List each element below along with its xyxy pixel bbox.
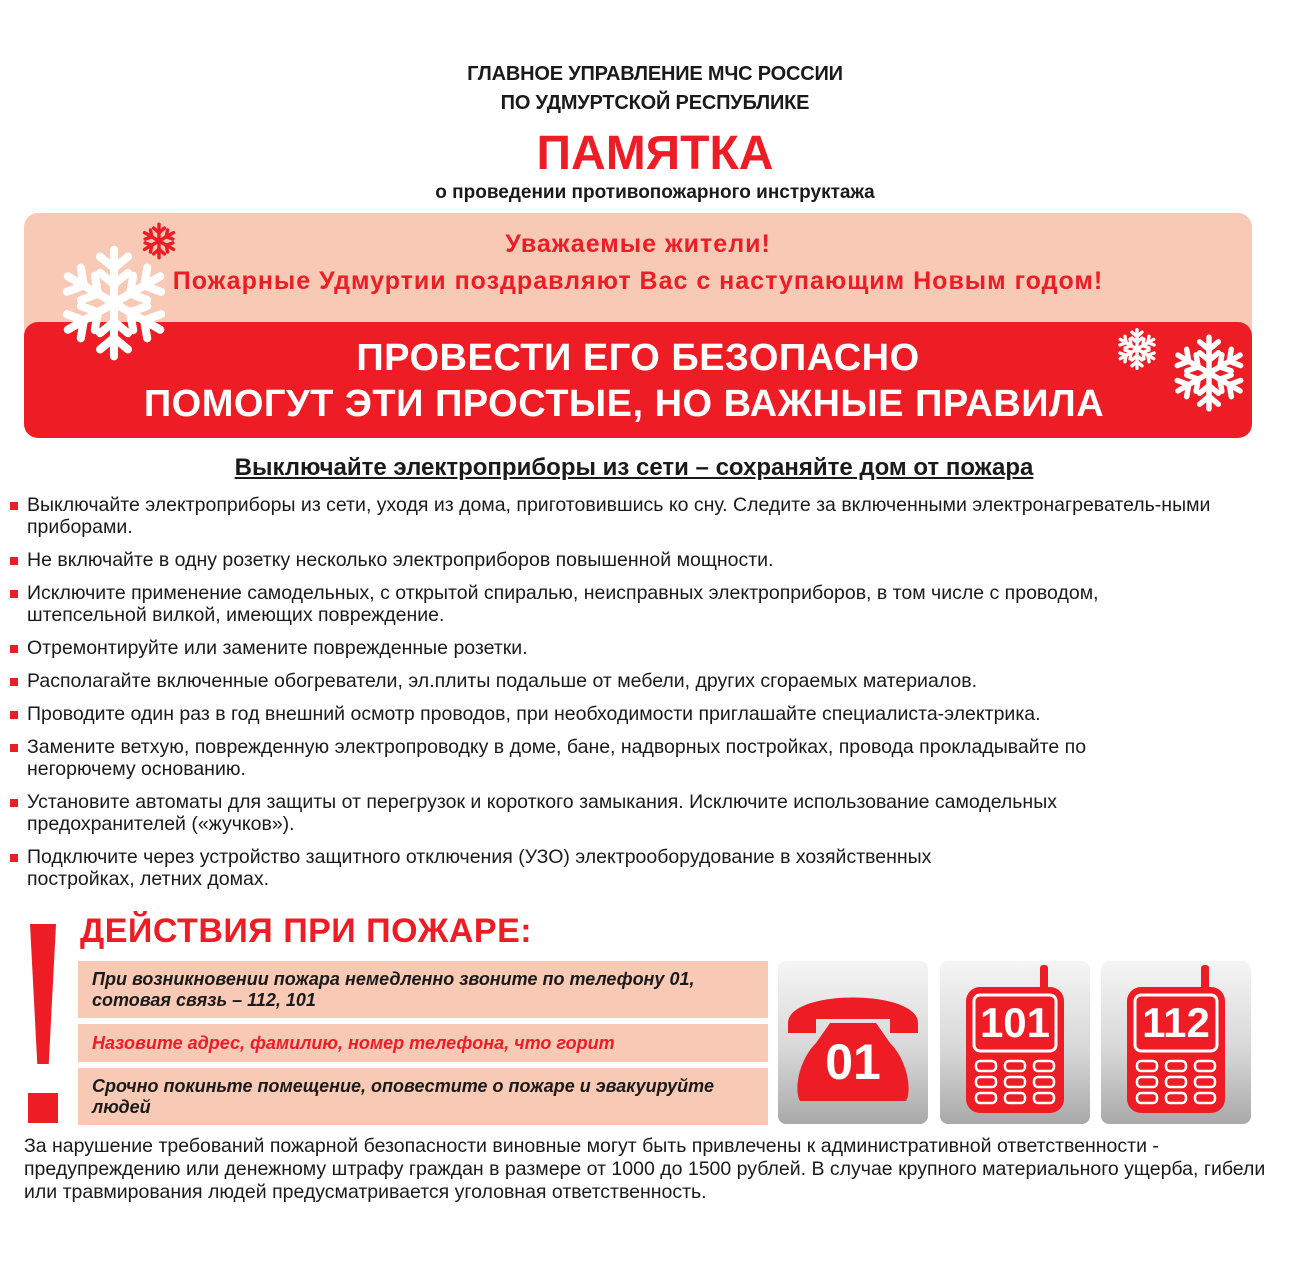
action-text: Назовите адрес, фамилию, номер телефона, что горит — [92, 1032, 615, 1053]
bullet-icon — [10, 799, 18, 807]
list-item — [10, 582, 1270, 626]
rules-list — [10, 494, 1270, 901]
bullet-icon — [10, 711, 18, 719]
org-name-line2: ПО УДМУРТСКОЙ РЕСПУБЛИКЕ — [500, 92, 810, 114]
rule-text: Исключите применение самодельных, с открытой спиралью, неисправных электроприборов, в том числе с проводом, штепсельной вилкой, имеющих повреждение. — [27, 582, 1099, 626]
rule-text: Проводите один раз в год внешний осмотр проводов, при необходимости приглашайте специалиста-электрика. — [27, 703, 1041, 725]
list-item — [10, 670, 1270, 692]
exclamation-icon — [30, 924, 56, 1064]
bullet-icon — [10, 502, 18, 510]
list-item — [10, 846, 1270, 890]
action-call — [78, 961, 768, 1018]
banner-line2: ПОМОГУТ ЭТИ ПРОСТЫЕ, НО ВАЖНЫЕ ПРАВИЛА — [143, 383, 1105, 425]
snowflake-icon — [1116, 328, 1158, 370]
rule-text: Замените ветхую, поврежденную электропроводку в доме, бане, надворных постройках, провода прокладывайте по негорючему основанию. — [27, 736, 1087, 780]
org-name-line1: ГЛАВНОЕ УПРАВЛЕНИЕ МЧС РОССИИ — [467, 63, 843, 85]
bullet-icon — [10, 744, 18, 752]
exclamation-dot — [28, 1093, 58, 1123]
bullet-icon — [10, 557, 18, 565]
bullet-icon — [10, 590, 18, 598]
page-subtitle: о проведении противопожарного инструктажа — [435, 182, 875, 203]
rule-text: Подключите через устройство защитного отключения (УЗО) электрооборудование в хозяйственных постройках, летних домах. — [27, 846, 932, 890]
greeting-line2: Пожарные Удмуртии поздравляют Вас с наступающим Новым годом! — [172, 267, 1104, 295]
list-item — [10, 703, 1270, 725]
liability-note: За нарушение требований пожарной безопасности виновные могут быть привлечены к административной ответственности - предупреждению или денежному штрафу граждан в размере от 1000 до 1500 рублей. В случае крупного материального ущерба, гибели или травмирования людей предусматривается уголовная ответственность. — [24, 1135, 1266, 1203]
list-item — [10, 791, 1270, 835]
mobile-number: 101 — [979, 999, 1051, 1046]
rule-text: Установите автоматы для защиты от перегрузок и короткого замыкания. Исключите использование самодельных предохранителей («жучков»). — [27, 791, 1057, 835]
list-item — [10, 736, 1270, 780]
greeting-line1: Уважаемые жители! — [505, 230, 771, 258]
action-evacuate — [78, 1068, 768, 1125]
bullet-icon — [10, 678, 18, 686]
page-title: ПАМЯТКА — [536, 127, 774, 180]
bullet-icon — [10, 645, 18, 653]
bullet-icon — [10, 854, 18, 862]
mobile-card-101 — [940, 961, 1090, 1124]
banner-line1: ПРОВЕСТИ ЕГО БЕЗОПАСНО — [356, 337, 920, 379]
landline-card — [778, 961, 928, 1124]
landline-number: 01 — [825, 1034, 881, 1090]
rule-text: Выключайте электроприборы из сети, уходя из дома, приготовившись ко сну. Следите за включенными электронагреватель-ными приборами. — [27, 494, 1211, 538]
actions-title: ДЕЙСТВИЯ ПРИ ПОЖАРЕ: — [80, 912, 533, 950]
rule-text: Отремонтируйте или замените поврежденные розетки. — [27, 637, 528, 659]
mobile-number: 112 — [1142, 999, 1210, 1046]
action-report — [78, 1024, 768, 1062]
mobile-card-112 — [1101, 961, 1251, 1124]
list-item — [10, 549, 1270, 571]
list-item — [10, 637, 1270, 659]
action-text: При возникновении пожара немедленно звоните по телефону 01, сотовая связь – 112, 101 — [92, 968, 695, 1010]
list-item — [10, 494, 1270, 538]
section-heading: Выключайте электроприборы из сети – сохраняйте дом от пожара — [234, 454, 1034, 481]
rule-text: Не включайте в одну розетку несколько электроприборов повышенной мощности. — [27, 549, 774, 571]
snowflake-icon — [56, 245, 172, 361]
snowflake-icon — [1170, 334, 1248, 412]
action-text: Срочно покиньте помещение, оповестите о пожаре и эвакуируйте людей — [92, 1075, 714, 1117]
rule-text: Располагайте включенные обогреватели, эл.плиты подальше от мебели, других сгораемых материалов. — [27, 670, 978, 692]
